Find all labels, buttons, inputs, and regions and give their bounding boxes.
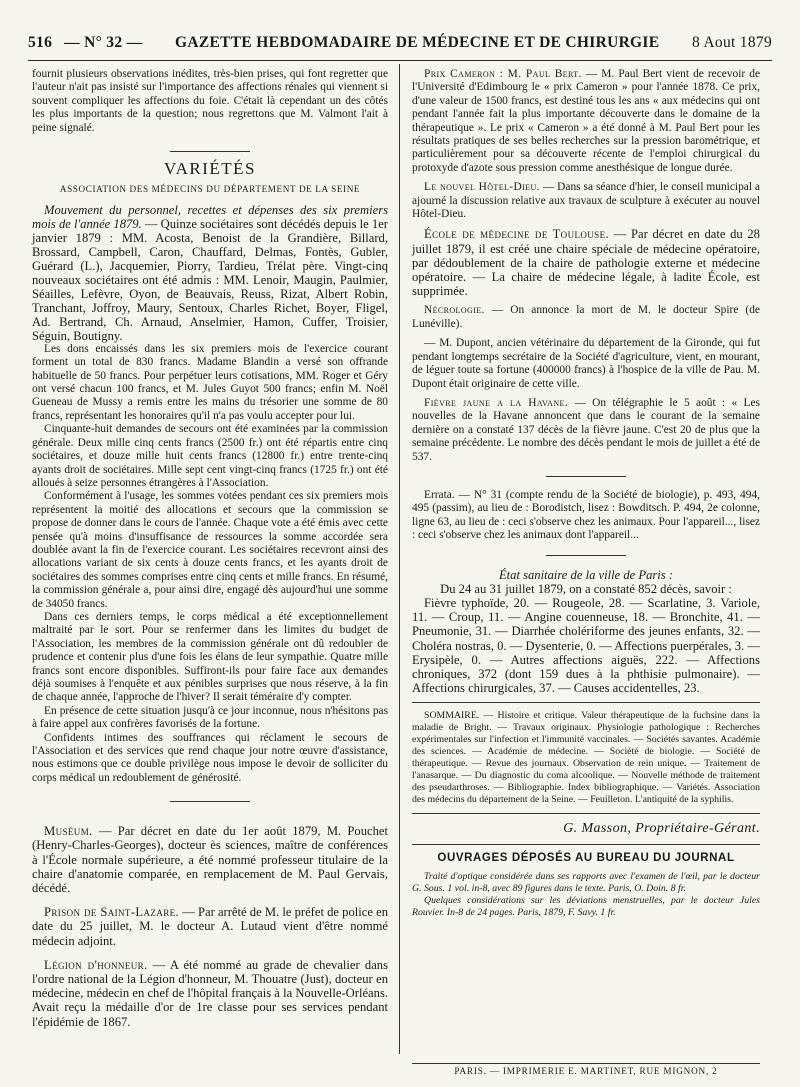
cameron-text: — M. Paul Bert vient de recevoir de l'Université d'Edimbourg le « prix Cameron » pour l'année 1878. Ce prix, d'une valeur de 1500 francs, est destiné tous les ans « aux médecins qui ont pendant l'année fait la plus importante découverte dans le domaine de la thérapeutique ». Le prix « Cameron » a été donné à M. Paul Bert pour les résultats pratiques de ses belles recherches sur la pression barométrique, et particulièrement pour sa découverte récente de l'emploi chirurgical du protoxyde d'azote sous pression comme anesthésique de longue durée. <box>412 68 760 174</box>
museum-news <box>32 824 388 895</box>
intro-paragraph: fournit plusieurs observations inédites, très-bien prises, qui font regretter que l'auteur n'ait pas insisté sur l'importance des affections rénales qui viennent si souvent compliquer les affections du foie. C'était là cependant un des côtés les plus importants de la question; nous regrettons que M. Valmont l'ait à peine signalé. <box>32 68 388 134</box>
necro-news <box>412 304 760 331</box>
page-header <box>28 34 772 62</box>
paragraph-7: Confidents intimes des souffrances qui réclament le secours de l'Association et des services que rend chaque jour notre œuvre d'assistance, nous estimons que ce double privilège nous impose le devoir de solliciter du corps médical un redoublement de générosité. <box>32 731 388 784</box>
legion-label: Légion d'honneur. <box>44 957 148 972</box>
toulouse-text: — Par décret en date du 28 juillet 1879, il est créé une chaire spéciale de médecine opératoire, par dédoublement de la chaire de pathologie externe et médecine opératoire. — La chaire de médecine légale, à ladite École, est supprimée. <box>412 227 760 299</box>
ouvrage-1: Traité d'optique considérée dans ses rapports avec l'examen de l'œil, par le docteur G. Sous. 1 vol. in-8, avec 89 figures dans le texte. Paris, O. Doin. 8 fr. <box>412 871 760 895</box>
paragraph-5: Dans ces derniers temps, le corps médical a été exceptionnellement maltraité par le sort. Pour se renfermer dans les limites du budget de l'Association, les membres de la commission générale ont dû redoubler de prudence et contenir plus d'une fois les élans de leur sympathie. Quatre mille francs sont encore disponibles. Suffiront-ils pour faire face aux demandes déjà soumises à l'enquête et aux pénibles surprises que nous réserve, à la fin de chaque année, l'approche de l'hiver? Il serait téméraire d'y compter. <box>32 610 388 704</box>
paragraph-3: Cinquante-huit demandes de secours ont été examinées par la commission générale. Deux mille cinq cents francs (2500 fr.) ont été répartis entre cinq sociétaires, et douze mille huit cents francs (12800 fr.) entre trente-cinq ayants droit de sociétaires. Mille sept cent vingt-cinq francs (1725 fr.) ont été alloués à seize personnes étrangères à l'Association. <box>32 423 388 489</box>
gerant: G. Masson, Propriétaire-Gérant. <box>563 821 760 837</box>
ouvrage-2: Quelques considérations sur les déviations menstruelles, par le docteur Jules Rouvier. In-8 de 24 pages. Paris, 1879, F. Savy. 1 fr. <box>412 895 760 919</box>
toulouse-label: École de médecine de Toulouse. <box>424 227 610 242</box>
page-number: 516 <box>28 34 53 51</box>
header-divider <box>28 60 772 61</box>
section-rule <box>170 151 250 152</box>
fievre-label: Fièvre jaune a la Havane. <box>424 396 569 409</box>
necro-text: — On annonce la mort de M. le docteur Spire (de Lunéville). <box>412 304 760 330</box>
prison-label: Prison de Saint-Lazare. <box>44 905 180 920</box>
ouvrages-rule <box>412 844 760 845</box>
hotel-text: — Dans sa séance d'hier, le conseil municipal a ajourné la discussion relative aux travaux de sculpture à exécuter au nouvel Hôtel-Dieu. <box>412 181 760 221</box>
ouvrages-title: OUVRAGES DÉPOSÉS AU BUREAU DU JOURNAL <box>437 851 735 864</box>
legion-news <box>32 958 388 1029</box>
prison-news <box>32 905 388 948</box>
left-column <box>32 68 388 1029</box>
sommaire-rule <box>412 702 760 703</box>
news-rule <box>170 801 250 802</box>
etat-rule <box>546 555 626 556</box>
cameron-news <box>412 68 760 175</box>
prison-text: — Par arrêté de M. le préfet de police en date du 25 juillet, M. le docteur A. Lutaud vient d'être nommé médecin adjoint. <box>32 905 388 948</box>
issue-date: 8 Aout 1879 <box>692 34 772 51</box>
etat-title: État sanitaire de la ville de Paris : <box>498 567 674 582</box>
journal-title: GAZETTE HEBDOMADAIRE DE MÉDECINE ET DE CHIRURGIE <box>175 34 660 51</box>
legion-text: — A été nommé au grade de chevalier dans l'ordre national de la Légion d'honneur, M. Thouatre (Just), docteur en médecine, médecin en chef de l'hôpital français à la Nouvelle-Orléans. Avait reçu la médaille d'or de 1re classe pour ses services pendant l'épidémie de 1867. <box>32 957 388 1029</box>
hotel-news <box>412 181 760 221</box>
association-title: ASSOCIATION DES MÉDECINS DU DÉPARTEMENT DE LA SEINE <box>59 184 361 195</box>
issue-number: — N° 32 — <box>64 34 143 51</box>
museum-label: Muséum. <box>44 824 93 839</box>
errata-rule <box>546 476 626 477</box>
section-title: VARIÉTÉS <box>164 159 256 179</box>
right-column <box>412 68 760 919</box>
paragraph-2: Les dons encaissés dans les six premiers mois de l'exercice courant forment un total de 830 francs. Madame Blandin a versé son offrande habituelle de 50 francs. Pour perpétuer leurs cotisations, MM. Roger et Géry ont versé chacun 100 francs, et M. Jules Guyot 500 francs; enfin M. Noël Gueneau de Mussy a remis entre les mains du trésorier une somme de 80 francs, représentant les honoraires qu'il n'a pas voulu accepter pour lui. <box>32 342 388 422</box>
paragraph-6: En présence de cette situation jusqu'à ce jour inconnue, nous n'hésitons pas à faire appel aux confrères favorisés de la fortune. <box>32 704 388 731</box>
necro-label: Nécrologie. <box>424 304 485 317</box>
etat-text: Fièvre typhoïde, 20. — Rougeole, 28. — Scarlatine, 3. Variole, 11. — Croup, 11. — Angine couenneuse, 18. — Bronchite, 41. — Pneumonie, 31. — Diarrhée cholériforme des jeunes enfants, 32. — Choléra nostras, 0. — Dysenterie, 0. — Affections puerpérales, 3. — Erysipèle, 0. — Autres affections aiguës, 222. — Affections chroniques, 372 (dont 159 dues à la phthisie pulmonaire). — Affections chirurgicales, 37. — Causes accidentelles, 23. <box>412 595 760 696</box>
mouvement-heading: Mouvement du personnel, recettes et dépenses des six premiers mois de l'année 1879. <box>32 202 388 231</box>
fievre-news <box>412 397 760 464</box>
dupont-news: — M. Dupont, ancien vétérinaire du département de la Gironde, qui fut pendant longtemps secrétaire de la Société d'agriculture, vient, en mourant, de léguer toute sa fortune (400000 francs) à l'hospice de la ville de Pau. M. Dupont était originaire de cette ville. <box>412 337 760 390</box>
museum-text: — Par décret en date du 1er août 1879, M. Pouchet (Henry-Charles-Georges), docteur ès sciences, maître de conférences à l'École normale supérieure, a été nommé professeur titulaire de la chaire d'anatomie comparée, en remplacement de M. Paul Gervais, décédé. <box>32 824 388 896</box>
column-divider <box>399 64 400 1054</box>
hotel-label: Le nouvel Hôtel-Dieu. <box>424 181 540 194</box>
paragraph-4: Conformément à l'usage, les sommes votées pendant ces six premiers mois représentent la moitié des allocations et secours que la commission se propose de donner dans le cours de l'année. Chaque vote a été émis avec cette pensée qu'à moins d'insuffisance de ressources la somme accordée sera doublée avant la fin de l'exercice courant. Les sociétaires recevront ainsi des allocations variant de six cents à douze cents francs, et les ayants droit de sociétaires des sommes comprises entre cinq cents et mille francs. En résumé, la commission générale a, pour ainsi dire, engagé dès aujourd'hui une somme de 34050 francs. <box>32 490 388 610</box>
cameron-label: Prix Cameron : M. Paul Bert. <box>424 68 582 80</box>
paragraph-1: — Quinze sociétaires sont décédés depuis le 1er janvier 1879 : MM. Acosta, Benoist de la Grandière, Billard, Brossard, Campbell, Caron, Chauffard, Delmas, Fontès, Gubler, Guérard (L.), Jacquemier, Piorry, Tardieu, Trélat père. Vingt-cinq nouveaux sociétaires ont été admis : MM. Lenoir, Maugin, Paulmier, Séailles, Lefèvre, Oyon, de Beauvais, Reuss, Rizat, Albert Robin, Tranchant, Joffroy, Maury, Sentoux, Charles Richet, Boyer, Fligel, Ad. Bertrand, Ch. Arnaud, Anselmier, Hamon, Cuffer, Troisier, Séguin, Boutigny. <box>32 216 388 343</box>
errata: Errata. — N° 31 (compte rendu de la Société de biologie), p. 493, 494, 495 (passim), au lieu de : Borodistch, lisez : Bowditsch. P. 494, 2e colonne, ligne 63, au lieu de : ceci s'observe chez les animaux. Pour l'appareil..., lisez : ceci s'observe chez les animaux dont l'appareil... <box>412 488 760 542</box>
fievre-text: — On télégraphie le 5 août : « Les nouvelles de la Havane annoncent que dans le courant de la semaine dernière on a constaté 137 décès de la fièvre jaune. C'est 20 de plus que la semaine précédente. Le nombre des décès pendant le mois de juillet a été de 537. <box>412 396 760 463</box>
toulouse-news <box>412 227 760 298</box>
etat-intro: Du 24 au 31 juillet 1879, on a constaté 852 décès, savoir : <box>440 581 732 596</box>
gerant-rule <box>412 813 760 814</box>
printer-footer: PARIS. — IMPRIMERIE E. MARTINET, RUE MIGNON, 2 <box>412 1063 760 1076</box>
sommaire: SOMMAIRE. — Histoire et critique. Valeur thérapeutique de la fuchsine dans la maladie de Bright. — Travaux originaux. Physiologie pathologique : Recherches expérimentales sur l'infection et l'immunité vaccinales. — Sociétés savantes. Académie des sciences. — Académie de médecine. — Société de biologie. — Société de thérapeutique. — Revue des journaux. Observation de rein unique. — Traitement de l'anasarque. — Du diagnostic du coma alcoolique. — Nouvelle méthode de traitement des pseudarthroses. — Bibliographie. Index bibliographique. — Variétés. Association des médecins du département de la Seine. — Feuilleton. L'antiquité de la syphilis. <box>412 710 760 806</box>
